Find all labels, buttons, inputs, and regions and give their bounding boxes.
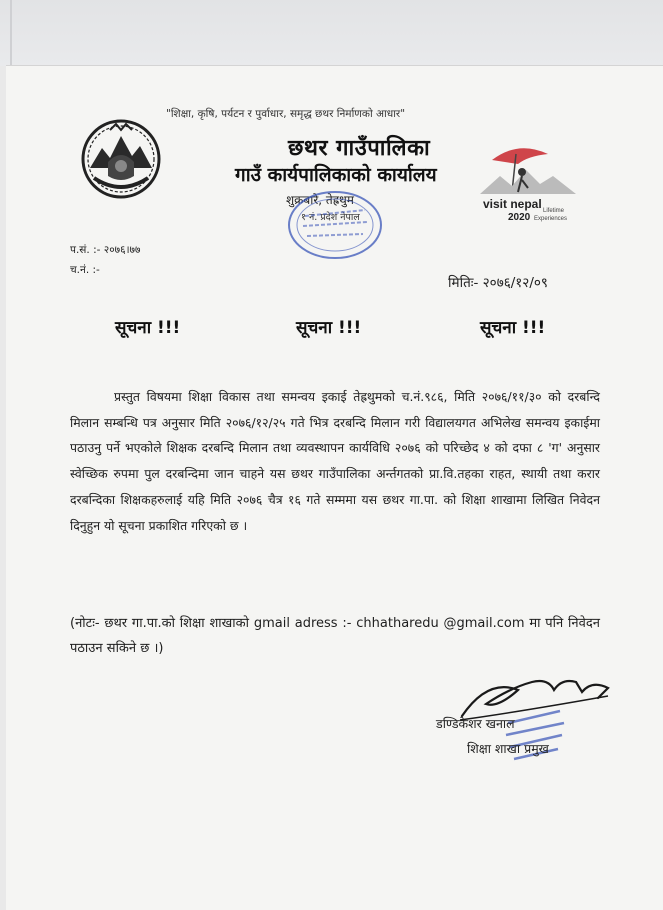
signatory-name: डण्डिकेशर खनाल [436, 716, 515, 731]
scanner-border [0, 0, 663, 66]
document-date: मितिः- २०७६/१२/०९ [448, 275, 548, 291]
notice-heading-3: सूचना !!! [480, 318, 546, 338]
logo-visit-text: visit nepal [483, 197, 542, 211]
address-line-2: १ नं. प्रदेश नेपाल [301, 212, 360, 223]
reference-number: प.सं. :- २०७६।७७ [70, 244, 141, 256]
logo-tagline-2: Experiences [534, 216, 568, 222]
motto-text: "शिक्षा, कृषि, पर्यटन र पुर्वाधार, समृद्ध छथर निर्माणको आधार" [166, 108, 406, 120]
office-stamp-icon [285, 188, 385, 267]
notice-heading-2: सूचना !!! [296, 318, 362, 338]
notice-heading-1: सूचना !!! [115, 318, 181, 338]
address-line-1: शुक्रबारे, तेह्रथुम [286, 193, 354, 207]
dispatch-number: च.नं. :- [70, 264, 100, 276]
notice-note: (नोटः- छथर गा.पा.को शिक्षा शाखाको gmail adress :- chhatharedu @gmail.com मा पनि निवेदन पठाउन सकिने छ ।) [70, 616, 600, 656]
logo-year-text: 2020 [508, 212, 531, 223]
nepal-emblem-icon [80, 118, 162, 204]
notice-body-text: प्रस्तुत विषयमा शिक्षा विकास तथा समन्वय इकाई तेह्रथुमको च.नं.९८६, मिति २०७६/११/३० को दरबन्दि मिलान सम्बन्धि पत्र अनुसार मिति २०७६/१२/२५ गते भित्र दरबन्दि मिलान गरी विद्यालयगत अभिलेख समन्वय इकाईमा पठाउनु पर्ने भएकोले शिक्षक दरबन्दि मिलान तथा व्यवस्थापन कार्यविधि २०७६ को परिच्छेद ४ को दफा ८ 'ग' अनुसार स्वेच्छिक रुपमा पुल दरबन्दिमा जान चाहने यस छथर गाउँपालिका अर्न्तगतको प्रा.वि.तहका राहत, स्थायी तथा करार दरबन्दिका शिक्षकहरुलाई यहि मिति २०७६ चैत्र १६ गते सम्ममा यस छथर गा.पा. को शिक्षा शाखामा लिखित निवेदन दिनुहुन यो सूचना प्रकाशित गरिएको छ । [70, 389, 600, 533]
logo-tagline-1: Lifetime [543, 208, 565, 214]
municipality-title: छथर गाउँपालिका [288, 136, 431, 161]
office-title: गाउँ कार्यपालिकाको कार्यालय [235, 164, 437, 186]
visit-nepal-logo-icon [478, 132, 583, 231]
signatory-title: शिक्षा शाखा प्रमुख [467, 741, 549, 756]
notice-body [70, 384, 600, 538]
